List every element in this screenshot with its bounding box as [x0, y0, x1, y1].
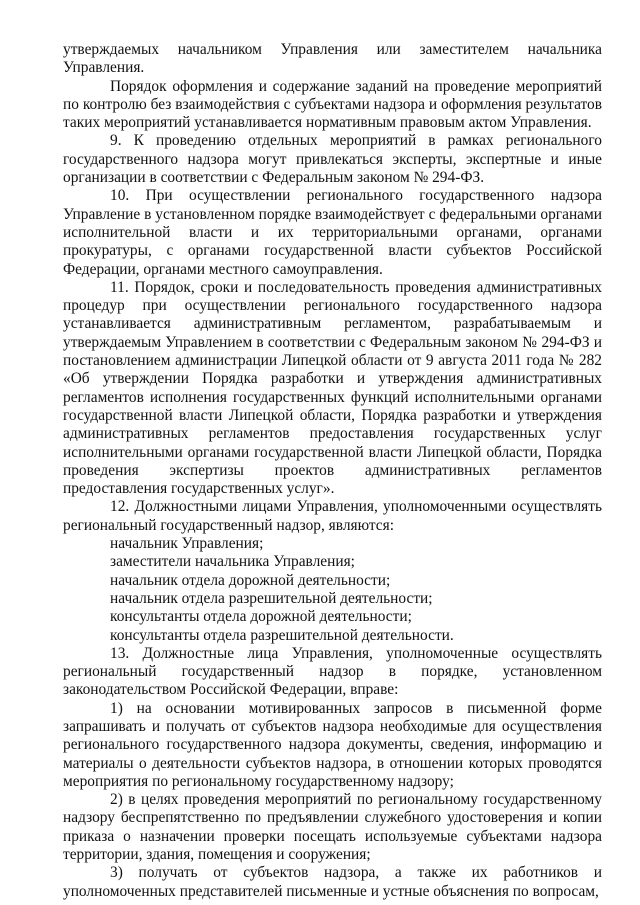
- subitem-3: 3) получать от субъектов надзора, а также их работников и уполномоченных представителей письменные и устные объяснения по вопросам,: [63, 864, 602, 900]
- official-list-item: начальник отдела дорожной деятельности;: [110, 571, 391, 589]
- paragraph: Порядок оформления и содержание заданий на проведение мероприятий по контролю без взаимодействия с субъектами надзора и оформления результатов таких мероприятий устанавливается нормативным правовым актом Управления.: [63, 77, 602, 132]
- paragraph-item-12: 12. Должностными лицами Управления, уполномоченными осуществлять региональный государственный надзор, являются:: [63, 498, 602, 534]
- paragraph-item-13: 13. Должностные лица Управления, уполномоченные осуществлять региональный государственный надзор в порядке, установленном законодательством Российской Федерации, вправе:: [63, 644, 602, 699]
- official-list-item: консультанты отдела разрешительной деятельности.: [110, 626, 454, 644]
- official-list-item: начальник Управления;: [110, 535, 264, 553]
- official-list-item: консультанты отдела дорожной деятельности;: [110, 608, 412, 626]
- paragraph-item-10: 10. При осуществлении регионального государственного надзора Управление в установленном порядке взаимодействует с федеральными органами исполнительной власти и их территориальными органами, органами прокуратуры, с органами государственной власти субъектов Российской Федерации, органами местного самоуправления.: [63, 187, 602, 278]
- subitem-2: 2) в целях проведения мероприятий по региональному государственному надзору беспрепятственно по предъявлении служебного удостоверения и копии приказа о назначении проверки посещать используемые субъектами надзора территории, здания, помещения и сооружения;: [63, 791, 602, 864]
- subitem-1: 1) на основании мотивированных запросов в письменной форме запрашивать и получать от субъектов надзора необходимые для осуществления регионального государственного надзора документы, сведения, информацию и материалы о деятельности субъектов надзора, в отношении которых проводятся мероприятия по региональному государственному надзору;: [63, 699, 602, 790]
- official-list-item: начальник отдела разрешительной деятельности;: [110, 589, 433, 607]
- official-list-item: заместители начальника Управления;: [110, 553, 355, 571]
- paragraph: утверждаемых начальником Управления или заместителем начальника Управления.: [63, 41, 602, 77]
- paragraph-item-9: 9. К проведению отдельных мероприятий в рамках регионального государственного надзора могут привлекаться эксперты, экспертные и иные организации в соответствии с Федеральным законом № 294-ФЗ.: [63, 132, 602, 187]
- paragraph-item-11: 11. Порядок, сроки и последовательность проведения административных процедур при осуществлении регионального государственного надзора устанавливается административным регламентом, разрабатываемым и утверждаемым Управлением в соответствии с Федеральным законом № 294-ФЗ и постановлением администрации Липецкой области от 9 августа 2011 года № 282 «Об утверждении Порядка разработки и утверждения административных регламентов исполнения государственных функций исполнительными органами государственной власти Липецкой области, Порядка разработки и утверждения административных регламентов предоставления государственных услуг исполнительными органами государственной власти Липецкой области, Порядка проведения экспертизы проектов административных регламентов предоставления государственных услуг».: [63, 278, 602, 498]
